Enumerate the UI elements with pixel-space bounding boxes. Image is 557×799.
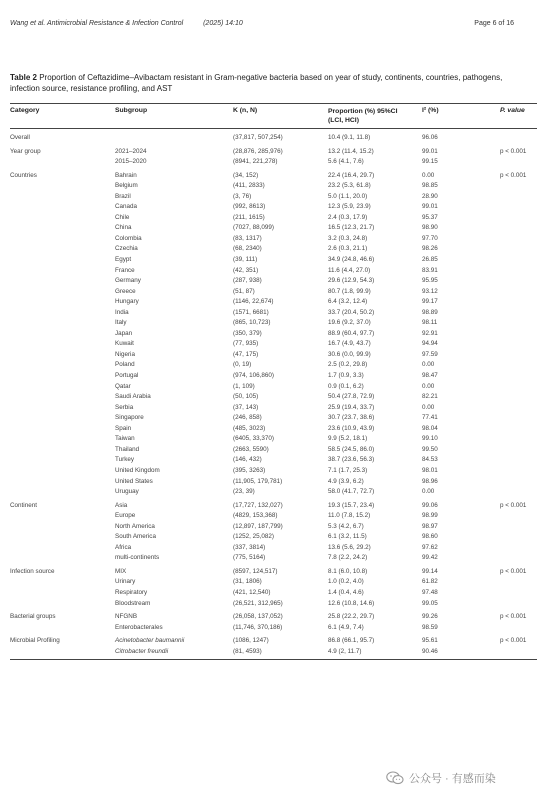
cell-subgroup: MIX: [115, 567, 127, 575]
table-body: [10, 133, 537, 657]
cell-i2: 98.59: [422, 623, 438, 631]
cell-p-value: p < 0.001: [500, 501, 527, 509]
table-row: [10, 599, 537, 610]
cell-subgroup: multi-continents: [115, 554, 160, 562]
cell-subgroup: Colombia: [115, 234, 142, 242]
cell-subgroup: United Kingdom: [115, 466, 160, 474]
cell-i2: 97.62: [422, 543, 438, 551]
cell-i2: 98.97: [422, 522, 438, 530]
cell-proportion: 3.2 (0.3, 24.8): [328, 234, 368, 242]
cell-i2: 95.37: [422, 213, 438, 221]
cell-k: (68, 2340): [233, 245, 262, 253]
cell-i2: 92.91: [422, 329, 438, 337]
cell-k: (1, 109): [233, 382, 255, 390]
table-row: [10, 157, 537, 168]
cell-i2: 98.01: [422, 466, 438, 474]
cell-k: (6405, 33,370): [233, 435, 274, 443]
table-row: [10, 588, 537, 599]
cell-k: (50, 105): [233, 393, 259, 401]
table-row: [10, 297, 537, 308]
table-row: [10, 382, 537, 393]
cell-proportion: 0.9 (0.1, 6.2): [328, 382, 364, 390]
table-row: [10, 202, 537, 213]
cell-proportion: 13.2 (11.4, 15.2): [328, 147, 374, 155]
cell-subgroup: Japan: [115, 329, 133, 337]
cell-i2: 98.47: [422, 372, 438, 380]
cell-category: Year group: [10, 147, 41, 155]
cell-proportion: 58.0 (41.7, 72.7): [328, 488, 375, 496]
journal-year: (2025) 14:10: [203, 20, 243, 27]
cell-k: (37, 143): [233, 403, 259, 411]
wechat-icon: [386, 771, 404, 785]
cell-subgroup: 2021–2024: [115, 147, 147, 155]
header-subgroup: Subgroup: [115, 107, 148, 114]
cell-k: (2663, 5590): [233, 445, 269, 453]
cell-subgroup: Hungary: [115, 298, 139, 306]
cell-k: (4829, 153,368): [233, 512, 278, 520]
cell-proportion: 9.9 (5.2, 18.1): [328, 435, 368, 443]
cell-i2: 93.12: [422, 287, 438, 295]
table-row: [10, 636, 537, 647]
table-row: [10, 223, 537, 234]
table-row: [10, 255, 537, 266]
cell-subgroup: Qatar: [115, 382, 131, 390]
table-row: [10, 434, 537, 445]
cell-subgroup: Italy: [115, 319, 127, 327]
table-row: [10, 567, 537, 578]
cell-p-value: p < 0.001: [500, 567, 527, 575]
cell-subgroup: South America: [115, 533, 156, 541]
table-bottom-rule: [10, 659, 537, 660]
cell-k: (1086, 1247): [233, 637, 269, 645]
cell-i2: 98.96: [422, 477, 438, 485]
cell-i2: 97.59: [422, 350, 438, 358]
cell-i2: 95.95: [422, 277, 438, 285]
cell-i2: 99.15: [422, 158, 438, 166]
table-row: [10, 181, 537, 192]
cell-subgroup: Kuwait: [115, 340, 134, 348]
data-table: [10, 103, 537, 660]
cell-i2: 99.14: [422, 567, 438, 575]
cell-k: (39, 111): [233, 256, 258, 264]
cell-proportion: 6.1 (4.9, 7.4): [328, 623, 364, 631]
table-row: [10, 413, 537, 424]
journal-citation: [10, 20, 243, 27]
table-header: [10, 104, 537, 128]
table-row: [10, 171, 537, 182]
cell-i2: 98.99: [422, 512, 438, 520]
table-label: Table 2: [10, 73, 37, 82]
cell-subgroup: Bloodstream: [115, 599, 151, 607]
cell-k: (246, 858): [233, 414, 262, 422]
cell-proportion: 6.1 (3.2, 11.5): [328, 533, 367, 541]
cell-proportion: 12.3 (5.9, 23.9): [328, 203, 371, 211]
cell-k: (395, 3263): [233, 466, 266, 474]
cell-k: (8941, 221,278): [233, 158, 278, 166]
cell-proportion: 16.7 (4.9, 43.7): [328, 340, 371, 348]
cell-k: (26,521, 312,965): [233, 599, 283, 607]
table-row: [10, 477, 537, 488]
cell-i2: 99.05: [422, 599, 438, 607]
cell-proportion: 33.7 (20.4, 50.2): [328, 308, 375, 316]
cell-subgroup: Portugal: [115, 372, 139, 380]
cell-k: (11,905, 179,781): [233, 477, 283, 485]
header-k: K (n, N): [233, 107, 258, 114]
cell-i2: 97.48: [422, 588, 438, 596]
cell-subgroup: Spain: [115, 424, 132, 432]
cell-proportion: 34.9 (24.8, 46.6): [328, 256, 375, 264]
cell-i2: 28.90: [422, 192, 438, 200]
cell-category: Countries: [10, 171, 37, 179]
cell-proportion: 13.6 (5.6, 29.2): [328, 543, 371, 551]
journal-name: Wang et al. Antimicrobial Resistance & Infection Control: [10, 20, 184, 27]
cell-i2: 26.85: [422, 256, 438, 264]
header-category: Category: [10, 107, 40, 114]
table-row: [10, 276, 537, 287]
cell-p-value: p < 0.001: [500, 171, 527, 179]
cell-subgroup: China: [115, 224, 132, 232]
cell-proportion: 30.7 (23.7, 38.6): [328, 414, 375, 422]
table-row: [10, 133, 537, 144]
cell-i2: 98.85: [422, 182, 438, 190]
table-row: [10, 308, 537, 319]
cell-proportion: 16.5 (12.3, 21.7): [328, 224, 375, 232]
cell-proportion: 58.5 (24.5, 86.0): [328, 445, 375, 453]
cell-category: Infection source: [10, 567, 55, 575]
cell-i2: 77.41: [422, 414, 438, 422]
cell-subgroup: Singapore: [115, 414, 144, 422]
cell-k: (411, 2833): [233, 182, 265, 190]
watermark: [386, 768, 496, 788]
cell-i2: 99.42: [422, 554, 438, 562]
cell-subgroup: Uruguay: [115, 488, 139, 496]
cell-k: (47, 175): [233, 350, 259, 358]
cell-subgroup: Egypt: [115, 256, 132, 264]
cell-i2: 84.53: [422, 456, 438, 464]
table-row: [10, 647, 537, 658]
cell-i2: 99.26: [422, 613, 438, 621]
cell-i2: 0.00: [422, 403, 435, 411]
cell-k: (77, 935): [233, 340, 259, 348]
cell-category: Microbial Profiling: [10, 637, 60, 645]
cell-k: (7027, 88,099): [233, 224, 274, 232]
table-row: [10, 424, 537, 435]
cell-k: (485, 3023): [233, 424, 266, 432]
cell-k: (37,817, 507,254): [233, 134, 283, 141]
cell-k: (865, 10,723): [233, 319, 271, 327]
cell-subgroup: Serbia: [115, 403, 134, 411]
cell-i2: 90.46: [422, 647, 438, 655]
table-row: [10, 392, 537, 403]
cell-subgroup: NFGNB: [115, 613, 138, 621]
table-row: [10, 487, 537, 498]
cell-subgroup: Czechia: [115, 245, 138, 253]
cell-proportion: 1.7 (0.9, 3.3): [328, 372, 364, 380]
table-row: [10, 244, 537, 255]
cell-k: (146, 432): [233, 456, 262, 464]
cell-subgroup: Germany: [115, 277, 141, 285]
cell-i2: 94.94: [422, 340, 438, 348]
cell-subgroup: Poland: [115, 361, 135, 369]
cell-proportion: 30.6 (0.0, 99.9): [328, 350, 371, 358]
cell-subgroup: Chile: [115, 213, 130, 221]
cell-subgroup: Greece: [115, 287, 136, 295]
cell-proportion: 86.8 (66.1, 95.7): [328, 637, 375, 645]
cell-i2: 99.01: [422, 203, 438, 211]
cell-k: (26,058, 137,052): [233, 613, 283, 621]
cell-proportion: 11.0 (7.8, 15.2): [328, 512, 371, 520]
cell-i2: 0.00: [422, 171, 435, 179]
table-caption-text: Proportion of Ceftazidime–Avibactam resistant in Gram-negative bacteria based on year of study, continents, countries, pathogens, infection source, resistance profiling, and AST: [10, 73, 503, 93]
cell-proportion: 5.6 (4.1, 7.6): [328, 158, 364, 166]
table-row: [10, 147, 537, 158]
cell-subgroup: Respiratory: [115, 588, 148, 596]
cell-proportion: 11.6 (4.4, 27.0): [328, 266, 371, 274]
table-row: [10, 318, 537, 329]
cell-proportion: 8.1 (6.0, 10.8): [328, 567, 368, 575]
cell-subgroup: Saudi Arabia: [115, 393, 151, 401]
cell-k: (81, 4593): [233, 647, 262, 655]
cell-subgroup: Belgium: [115, 182, 138, 190]
cell-k: (8597, 124,517): [233, 567, 278, 575]
cell-i2: 98.11: [422, 319, 438, 327]
cell-proportion: 19.3 (15.7, 23.4): [328, 501, 375, 509]
table-row: [10, 501, 537, 512]
table-row: [10, 445, 537, 456]
watermark-text: 公众号 · 有感而染: [409, 773, 496, 785]
cell-subgroup: Citrobacter freundii: [115, 647, 169, 655]
cell-subgroup: Bahrain: [115, 171, 137, 179]
table-caption: [10, 72, 530, 94]
table-row: [10, 371, 537, 382]
cell-proportion: 2.5 (0.2, 29.8): [328, 361, 368, 369]
table-row: [10, 522, 537, 533]
table-row: [10, 511, 537, 522]
cell-k: (421, 12,540): [233, 588, 271, 596]
cell-k: (992, 8613): [233, 203, 266, 211]
cell-subgroup: Urinary: [115, 578, 136, 586]
cell-k: (1252, 25,082): [233, 533, 274, 541]
cell-proportion: 88.9 (60.4, 97.7): [328, 329, 375, 337]
table-row: [10, 553, 537, 564]
cell-k: (1146, 22,674): [233, 298, 274, 306]
cell-p-value: p < 0.001: [500, 613, 527, 621]
cell-i2: 96.06: [422, 134, 438, 141]
cell-subgroup: Africa: [115, 543, 132, 551]
cell-i2: 0.00: [422, 382, 435, 390]
cell-p-value: p < 0.001: [500, 147, 527, 155]
table-row: [10, 287, 537, 298]
cell-i2: 83.91: [422, 266, 438, 274]
cell-i2: 98.04: [422, 424, 438, 432]
cell-k: (287, 938): [233, 277, 262, 285]
cell-i2: 61.82: [422, 578, 438, 586]
cell-i2: 98.26: [422, 245, 438, 253]
cell-i2: 98.90: [422, 224, 438, 232]
cell-i2: 82.21: [422, 393, 438, 401]
cell-proportion: 6.4 (3.2, 12.4): [328, 298, 368, 306]
cell-proportion: 38.7 (23.6, 56.3): [328, 456, 375, 464]
cell-k: (28,876, 285,976): [233, 147, 283, 155]
cell-i2: 0.00: [422, 361, 435, 369]
header-i2: I² (%): [422, 107, 439, 114]
cell-i2: 95.61: [422, 637, 438, 645]
cell-proportion: 19.6 (9.2, 37.0): [328, 319, 371, 327]
cell-subgroup: Thailand: [115, 445, 140, 453]
cell-subgroup: United States: [115, 477, 153, 485]
cell-subgroup: Enterobacterales: [115, 623, 163, 631]
header-proportion: [328, 107, 397, 125]
cell-proportion: 7.1 (1.7, 25.3): [328, 466, 368, 474]
cell-proportion: 5.3 (4.2, 6.7): [328, 522, 364, 530]
table-row: [10, 350, 537, 361]
cell-k: (1571, 6681): [233, 308, 269, 316]
cell-k: (211, 1615): [233, 213, 265, 221]
cell-p-value: p < 0.001: [500, 637, 527, 645]
cell-category: Overall: [10, 134, 30, 141]
cell-subgroup: France: [115, 266, 135, 274]
cell-subgroup: Turkey: [115, 456, 135, 464]
cell-subgroup: Nigeria: [115, 350, 135, 358]
cell-i2: 99.06: [422, 501, 438, 509]
table-row: [10, 339, 537, 350]
cell-proportion: 22.4 (16.4, 29.7): [328, 171, 375, 179]
cell-k: (11,746, 370,186): [233, 623, 283, 631]
cell-proportion: 25.9 (19.4, 33.7): [328, 403, 375, 411]
cell-category: Continent: [10, 501, 37, 509]
cell-subgroup: Canada: [115, 203, 138, 211]
cell-i2: 99.10: [422, 435, 438, 443]
cell-proportion: 23.6 (10.9, 43.9): [328, 424, 375, 432]
table-row: [10, 213, 537, 224]
cell-subgroup: Brazil: [115, 192, 131, 200]
cell-proportion: 50.4 (27.8, 72.9): [328, 393, 375, 401]
cell-k: (350, 379): [233, 329, 262, 337]
cell-subgroup: Asia: [115, 501, 128, 509]
cell-i2: 97.70: [422, 234, 438, 242]
running-head: [10, 20, 514, 27]
cell-proportion: 2.6 (0.3, 21.1): [328, 245, 368, 253]
table-row: [10, 192, 537, 203]
cell-i2: 99.01: [422, 147, 438, 155]
table-row: [10, 266, 537, 277]
cell-k: (337, 3814): [233, 543, 266, 551]
table-row: [10, 234, 537, 245]
cell-i2: 98.89: [422, 308, 438, 316]
cell-subgroup: North America: [115, 522, 155, 530]
cell-i2: 99.50: [422, 445, 438, 453]
cell-k: (12,897, 187,799): [233, 522, 283, 530]
cell-subgroup: Europe: [115, 512, 136, 520]
cell-k: (23, 39): [233, 488, 255, 496]
cell-i2: 98.60: [422, 533, 438, 541]
cell-proportion: 1.0 (0.2, 4.0): [328, 578, 364, 586]
cell-proportion: 25.8 (22.2, 29.7): [328, 613, 375, 621]
cell-i2: 0.00: [422, 488, 435, 496]
cell-proportion: 5.0 (1.1, 20.0): [328, 192, 368, 200]
table-row: [10, 455, 537, 466]
header-p-value: P. value: [500, 107, 525, 114]
cell-k: (17,727, 132,027): [233, 501, 283, 509]
cell-proportion: 29.6 (12.9, 54.3): [328, 277, 375, 285]
table-row: [10, 403, 537, 414]
header-proportion-line1: Proportion (%) 95%CI: [328, 108, 398, 115]
table-row: [10, 612, 537, 623]
cell-k: (0, 19): [233, 361, 252, 369]
table-row: [10, 577, 537, 588]
cell-category: Bacterial groups: [10, 613, 56, 621]
cell-proportion: 10.4 (9.1, 11.8): [328, 134, 371, 141]
cell-k: (51, 87): [233, 287, 255, 295]
table-row: [10, 543, 537, 554]
cell-k: (3, 76): [233, 192, 252, 200]
cell-k: (83, 1317): [233, 234, 262, 242]
cell-k: (974, 106,860): [233, 372, 274, 380]
table-row: [10, 360, 537, 371]
cell-subgroup: India: [115, 308, 129, 316]
table-row: [10, 466, 537, 477]
cell-proportion: 23.2 (5.3, 61.8): [328, 182, 371, 190]
cell-k: (42, 351): [233, 266, 259, 274]
cell-proportion: 12.6 (10.8, 14.6): [328, 599, 375, 607]
cell-proportion: 1.4 (0.4, 4.6): [328, 588, 364, 596]
cell-proportion: 4.9 (3.9, 6.2): [328, 477, 364, 485]
table-header-rule: [10, 128, 537, 129]
header-proportion-line2: (LCI, HCI): [328, 117, 359, 124]
cell-subgroup: Acinetobacter baumannii: [115, 637, 185, 645]
cell-k: (34, 152): [233, 171, 259, 179]
table-row: [10, 532, 537, 543]
table-row: [10, 329, 537, 340]
cell-k: (775, 5164): [233, 554, 266, 562]
cell-subgroup: Taiwan: [115, 435, 135, 443]
page-number: Page 6 of 16: [474, 20, 514, 27]
cell-k: (31, 1806): [233, 578, 262, 586]
cell-subgroup: 2015–2020: [115, 158, 147, 166]
cell-proportion: 4.9 (2, 11.7): [328, 647, 362, 655]
cell-proportion: 7.8 (2.2, 24.2): [328, 554, 368, 562]
cell-i2: 99.17: [422, 298, 438, 306]
table-row: [10, 623, 537, 634]
cell-proportion: 80.7 (1.8, 99.9): [328, 287, 371, 295]
cell-proportion: 2.4 (0.3, 17.9): [328, 213, 368, 221]
